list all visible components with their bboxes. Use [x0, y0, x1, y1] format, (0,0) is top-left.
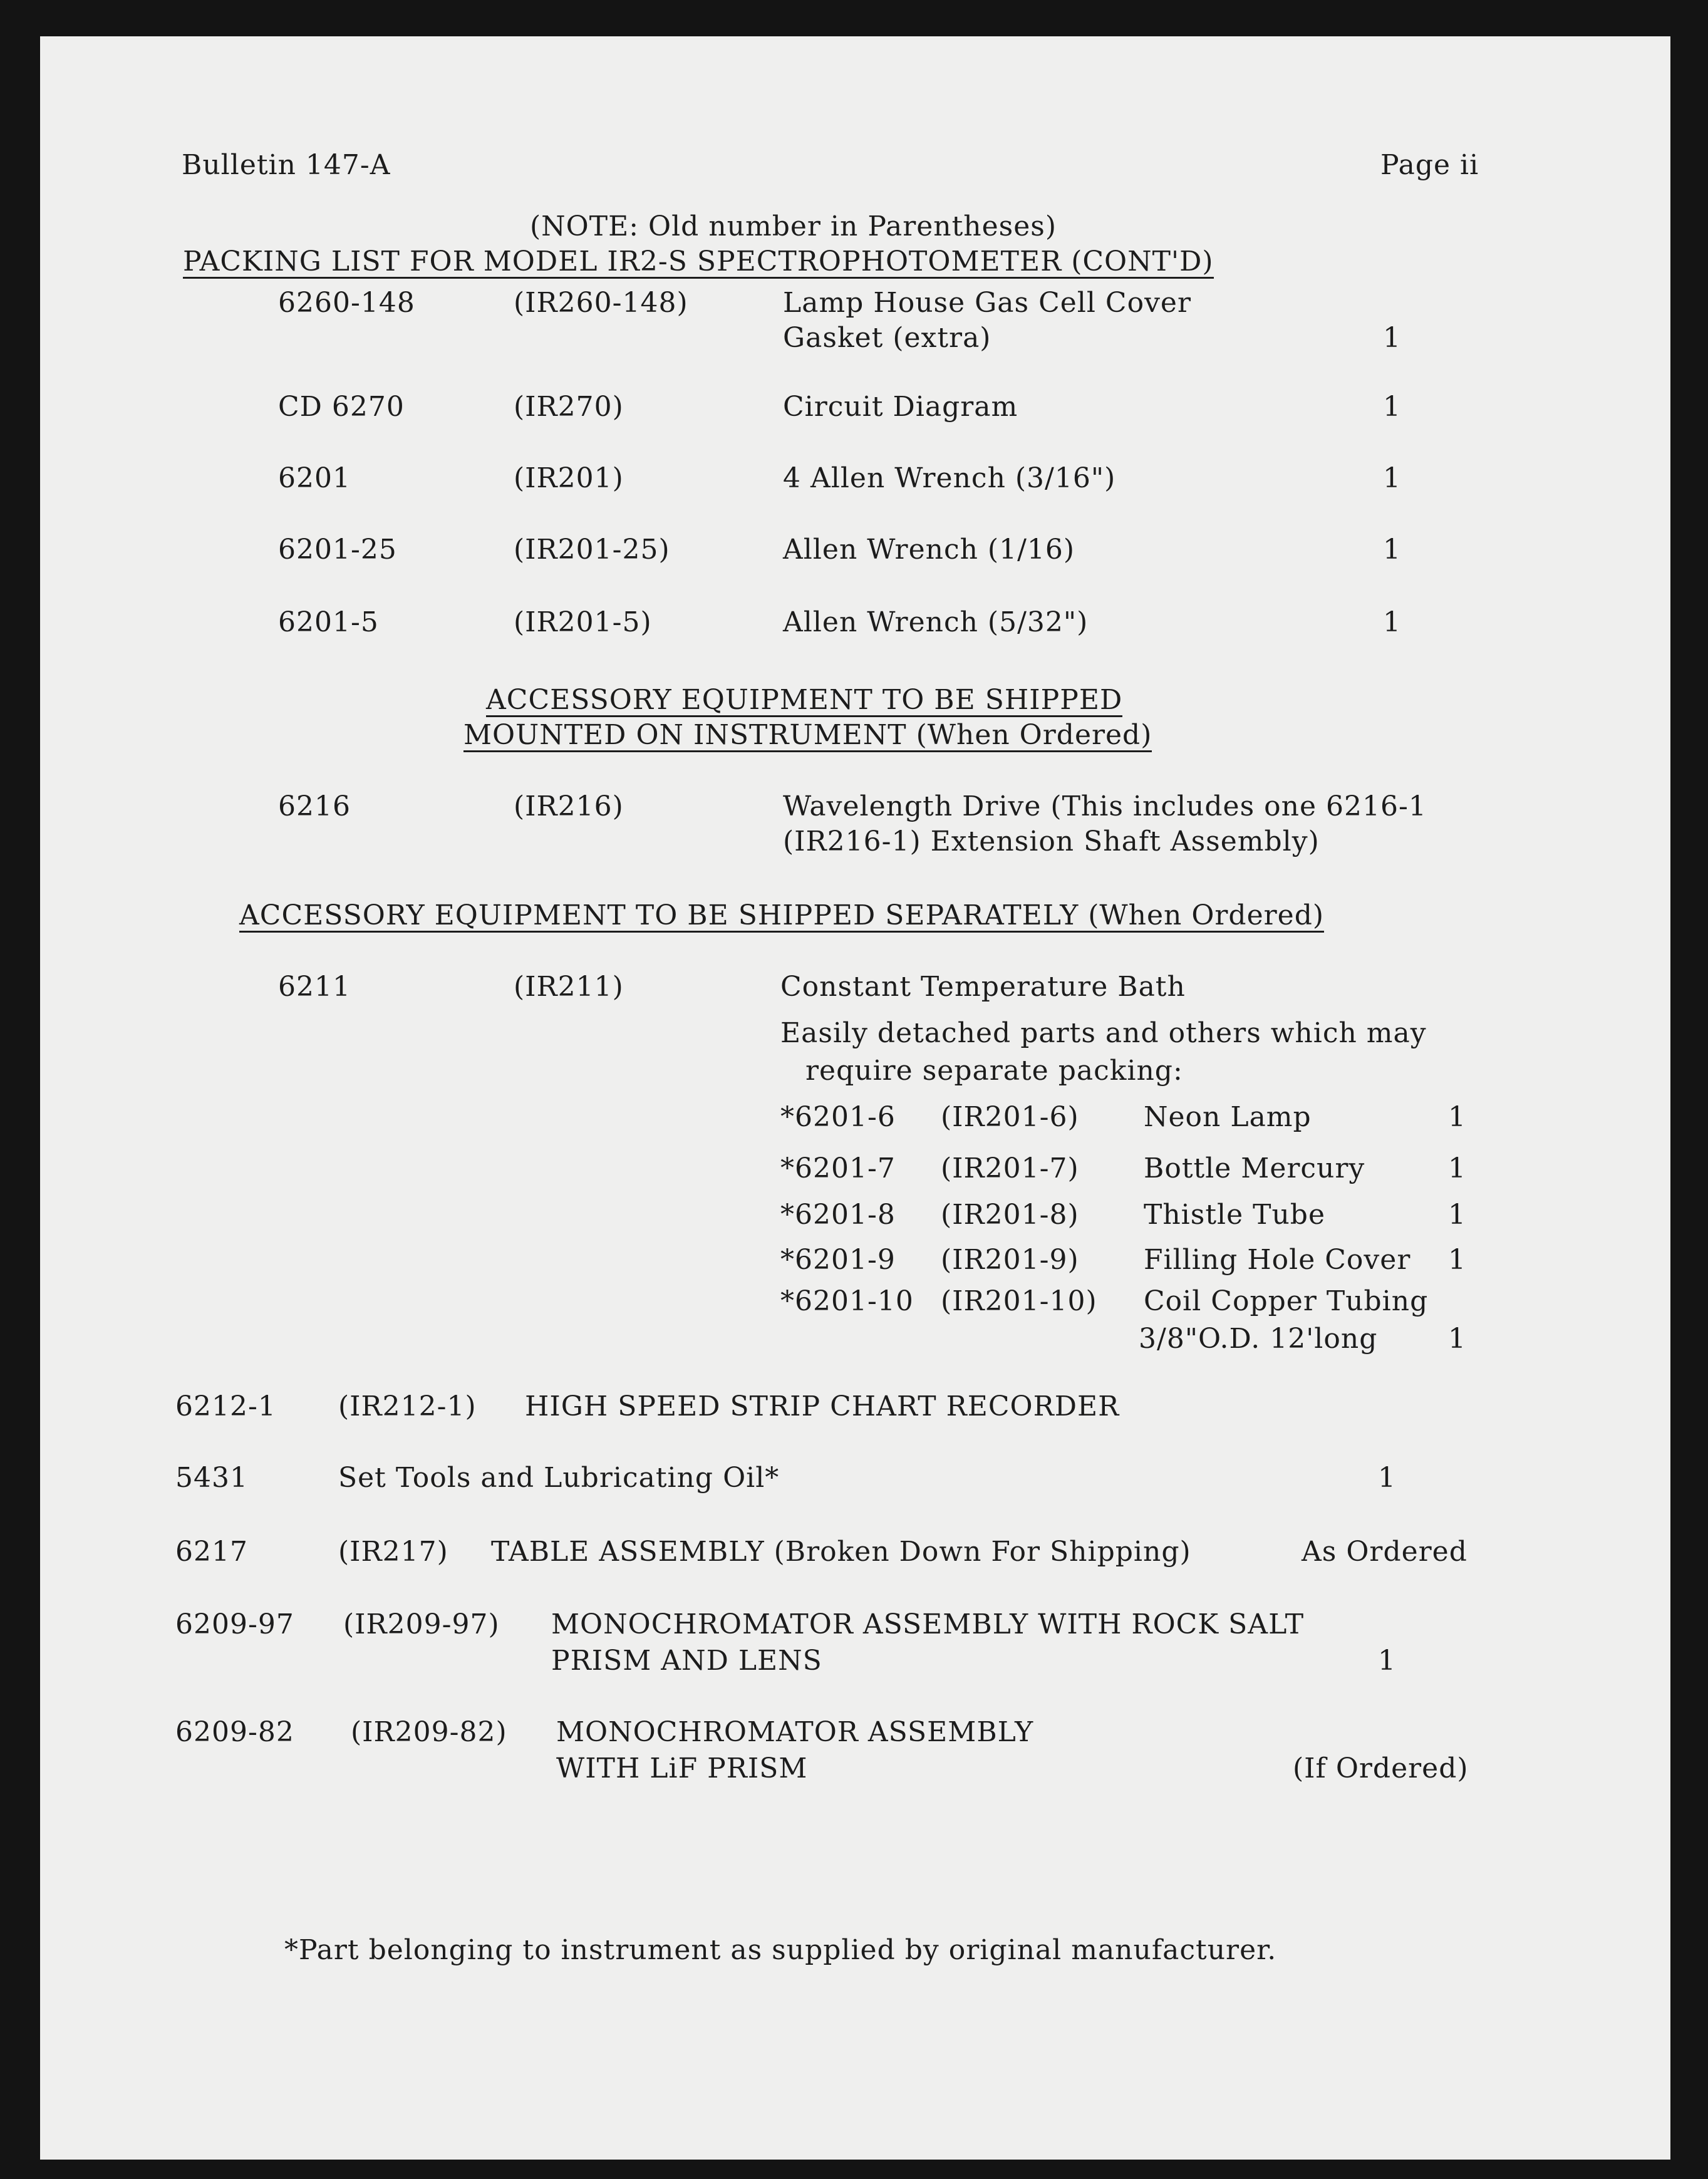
footnote: *Part belonging to instrument as supplied by original manufacturer. [284, 1934, 1277, 1966]
part-old-number: (IR201-10) [941, 1285, 1097, 1317]
item-old-number: (IR201) [514, 462, 624, 494]
part-description: Thistle Tube [1144, 1199, 1326, 1231]
item-quantity: (If Ordered) [1293, 1752, 1469, 1784]
part-quantity: 1 [1448, 1323, 1466, 1355]
part-description: Neon Lamp [1144, 1101, 1312, 1133]
item-number: 6201 [278, 462, 351, 494]
part-quantity: 1 [1448, 1101, 1466, 1133]
part-quantity: 1 [1448, 1244, 1466, 1276]
item-number: 6209-82 [175, 1716, 294, 1748]
item-quantity: 1 [1378, 1645, 1396, 1677]
item-description: TABLE ASSEMBLY (Broken Down For Shipping) [491, 1536, 1191, 1568]
item-number: CD 6270 [278, 391, 405, 423]
item-number: 6211 [278, 971, 351, 1003]
part-description: 3/8"O.D. 12'long [1139, 1323, 1378, 1355]
page-number: Page ii [1380, 149, 1479, 181]
part-number: *6201-8 [780, 1199, 896, 1231]
item-description: MONOCHROMATOR ASSEMBLY [556, 1716, 1034, 1748]
item-old-number: (IR209-82) [351, 1716, 507, 1748]
item-description: Allen Wrench (5/32") [783, 606, 1089, 638]
part-old-number: (IR201-9) [941, 1244, 1079, 1276]
note-text: (NOTE: Old number in Parentheses) [530, 210, 1057, 242]
item-number: 6212-1 [175, 1390, 276, 1422]
part-number: *6201-10 [780, 1285, 914, 1317]
item-description: HIGH SPEED STRIP CHART RECORDER [525, 1390, 1120, 1422]
item-number: 6201-25 [278, 534, 397, 566]
item-old-number: (IR211) [514, 971, 624, 1003]
item-description: MONOCHROMATOR ASSEMBLY WITH ROCK SALT [551, 1608, 1305, 1640]
item-old-number: (IR217) [338, 1536, 448, 1568]
item-description: WITH LiF PRISM [556, 1752, 808, 1784]
item-old-number: (IR201-5) [514, 606, 652, 638]
document-page [40, 36, 1670, 2160]
part-old-number: (IR201-7) [941, 1152, 1079, 1184]
item-description: PRISM AND LENS [551, 1645, 822, 1677]
item-quantity: As Ordered [1302, 1536, 1467, 1568]
item-description: 4 Allen Wrench (3/16") [783, 462, 1116, 494]
item-number: 6201-5 [278, 606, 379, 638]
item-number: 6209-97 [175, 1608, 294, 1640]
bulletin-label: Bulletin 147-A [182, 149, 391, 181]
item-number: 5431 [175, 1462, 248, 1494]
item-quantity: 1 [1383, 462, 1401, 494]
item-description: Constant Temperature Bath [780, 971, 1186, 1003]
item-description: Set Tools and Lubricating Oil* [338, 1462, 780, 1494]
item-description: Wavelength Drive (This includes one 6216-1 [783, 790, 1427, 822]
item-description: Circuit Diagram [783, 391, 1018, 423]
item-old-number: (IR209-97) [343, 1608, 500, 1640]
parts-intro: require separate packing: [805, 1055, 1183, 1087]
mounted-heading: ACCESSORY EQUIPMENT TO BE SHIPPED [486, 684, 1123, 716]
item-quantity: 1 [1383, 391, 1401, 423]
item-old-number: (IR270) [514, 391, 624, 423]
mounted-heading: MOUNTED ON INSTRUMENT (When Ordered) [463, 719, 1152, 751]
part-number: *6201-6 [780, 1101, 896, 1133]
item-number: 6217 [175, 1536, 248, 1568]
part-description: Coil Copper Tubing [1144, 1285, 1429, 1317]
parts-intro: Easily detached parts and others which may [780, 1017, 1427, 1049]
part-old-number: (IR201-8) [941, 1199, 1079, 1231]
item-description: Lamp House Gas Cell Cover [783, 287, 1191, 319]
item-old-number: (IR260-148) [514, 287, 688, 319]
item-old-number: (IR216) [514, 790, 624, 822]
item-old-number: (IR201-25) [514, 534, 670, 566]
part-number: *6201-7 [780, 1152, 896, 1184]
item-quantity: 1 [1383, 322, 1401, 354]
part-quantity: 1 [1448, 1199, 1466, 1231]
item-description: (IR216-1) Extension Shaft Assembly) [783, 826, 1320, 857]
item-old-number: (IR212-1) [338, 1390, 477, 1422]
item-quantity: 1 [1383, 606, 1401, 638]
part-description: Filling Hole Cover [1144, 1244, 1411, 1276]
item-description: Allen Wrench (1/16) [783, 534, 1075, 566]
separate-heading: ACCESSORY EQUIPMENT TO BE SHIPPED SEPARATELY (When Ordered) [239, 899, 1325, 931]
item-number: 6260-148 [278, 287, 415, 319]
part-old-number: (IR201-6) [941, 1101, 1079, 1133]
part-description: Bottle Mercury [1144, 1152, 1365, 1184]
item-number: 6216 [278, 790, 351, 822]
part-number: *6201-9 [780, 1244, 896, 1276]
item-description: Gasket (extra) [783, 322, 991, 354]
item-quantity: 1 [1378, 1462, 1396, 1494]
packing-list-title: PACKING LIST FOR MODEL IR2-S SPECTROPHOTOMETER (CONT'D) [183, 246, 1214, 277]
item-quantity: 1 [1383, 534, 1401, 566]
part-quantity: 1 [1448, 1152, 1466, 1184]
